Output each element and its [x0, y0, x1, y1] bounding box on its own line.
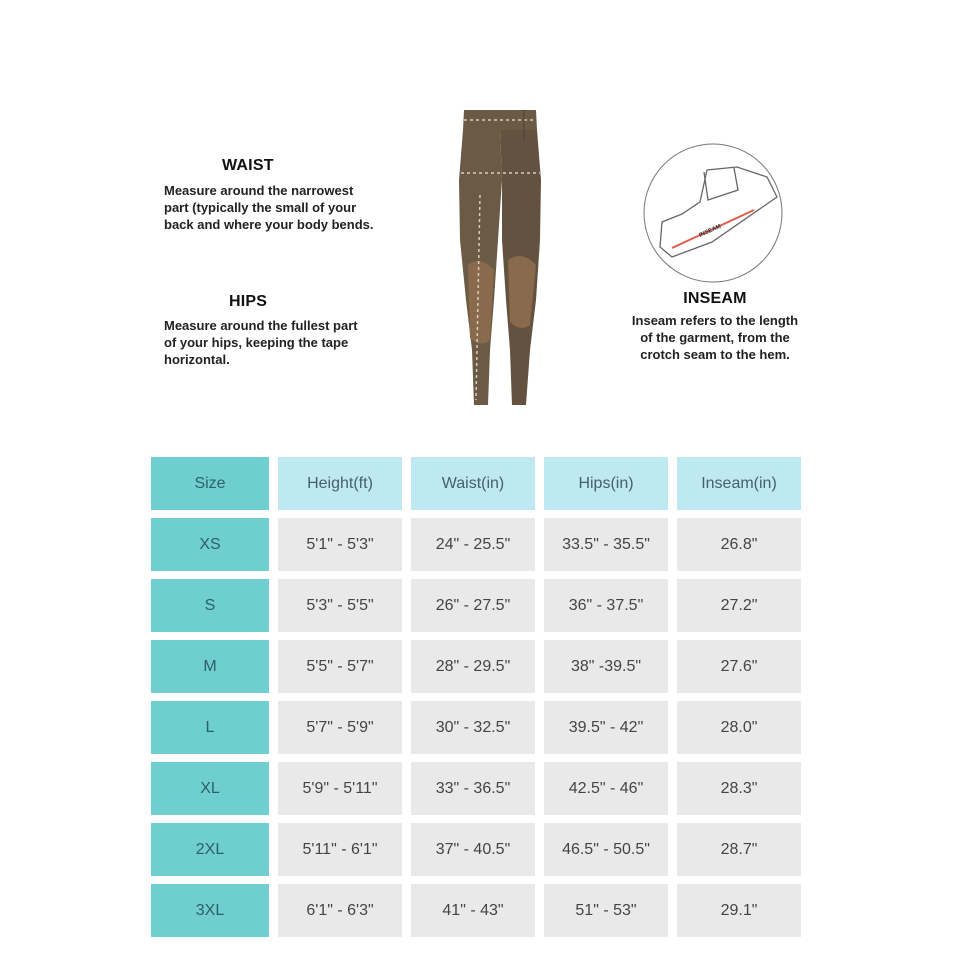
size-chart-table [151, 457, 811, 945]
height-cell: 5'11" - 6'1" [278, 823, 402, 876]
inseam-cell: 27.6" [677, 640, 801, 693]
hips-cell: 33.5" - 35.5" [544, 518, 668, 571]
waist-cell: 26" - 27.5" [411, 579, 535, 632]
inseam-cell: 28.3" [677, 762, 801, 815]
size-cell: XS [151, 518, 269, 571]
height-cell: 5'1" - 5'3" [278, 518, 402, 571]
waist-title: WAIST [222, 157, 274, 174]
table-row [151, 701, 811, 754]
waist-cell: 24" - 25.5" [411, 518, 535, 571]
height-cell: 5'7" - 5'9" [278, 701, 402, 754]
hips-cell: 46.5" - 50.5" [544, 823, 668, 876]
waist-description-line: Measure around the narrowest [164, 183, 354, 198]
header-height: Height(ft) [278, 457, 402, 510]
header-inseam: Inseam(in) [677, 457, 801, 510]
inseam-description-line: of the garment, from the [640, 330, 790, 345]
waist-description-line: part (typically the small of your [164, 200, 357, 215]
waist-cell: 33" - 36.5" [411, 762, 535, 815]
waist-description [164, 182, 394, 233]
height-cell: 5'3" - 5'5" [278, 579, 402, 632]
inseam-description-line: crotch seam to the hem. [640, 347, 790, 362]
inseam-cell: 28.0" [677, 701, 801, 754]
inseam-cell: 28.7" [677, 823, 801, 876]
inseam-detail-circle [644, 144, 782, 282]
header-hips: Hips(in) [544, 457, 668, 510]
hips-cell: 42.5" - 46" [544, 762, 668, 815]
size-cell: XL [151, 762, 269, 815]
header-waist: Waist(in) [411, 457, 535, 510]
inseam-description [620, 312, 810, 363]
table-row [151, 884, 811, 937]
table-header-row [151, 457, 811, 510]
height-cell: 5'9" - 5'11" [278, 762, 402, 815]
size-cell: M [151, 640, 269, 693]
inseam-cell: 27.2" [677, 579, 801, 632]
size-cell: L [151, 701, 269, 754]
inseam-cell: 26.8" [677, 518, 801, 571]
inseam-title: INSEAM [683, 290, 747, 307]
size-cell: 3XL [151, 884, 269, 937]
hips-title: HIPS [229, 293, 268, 310]
table-row [151, 823, 811, 876]
table-row [151, 640, 811, 693]
waist-cell: 37" - 40.5" [411, 823, 535, 876]
leggings-illustration [440, 100, 560, 420]
inseam-diagram-label: INSEAM [698, 223, 723, 239]
waist-cell: 41" - 43" [411, 884, 535, 937]
height-cell: 6'1" - 6'3" [278, 884, 402, 937]
inseam-description-line: Inseam refers to the length [631, 313, 799, 328]
table-row [151, 518, 811, 571]
hips-description-line: of your hips, keeping the tape [164, 335, 349, 350]
hips-cell: 39.5" - 42" [544, 701, 668, 754]
inseam-cell: 29.1" [677, 884, 801, 937]
hips-cell: 38" -39.5" [544, 640, 668, 693]
waist-cell: 30" - 32.5" [411, 701, 535, 754]
header-size: Size [151, 457, 269, 510]
inseam-detail-illustration [642, 142, 784, 284]
hips-cell: 36" - 37.5" [544, 579, 668, 632]
hips-description-line: horizontal. [164, 352, 230, 367]
table-row [151, 579, 811, 632]
waist-cell: 28" - 29.5" [411, 640, 535, 693]
waist-description-line: back and where your body bends. [164, 217, 374, 232]
height-cell: 5'5" - 5'7" [278, 640, 402, 693]
size-cell: S [151, 579, 269, 632]
left-knee-patch [468, 261, 494, 344]
table-row [151, 762, 811, 815]
hips-cell: 51" - 53" [544, 884, 668, 937]
hips-description [164, 317, 384, 368]
hips-description-line: Measure around the fullest part [164, 318, 358, 333]
size-cell: 2XL [151, 823, 269, 876]
